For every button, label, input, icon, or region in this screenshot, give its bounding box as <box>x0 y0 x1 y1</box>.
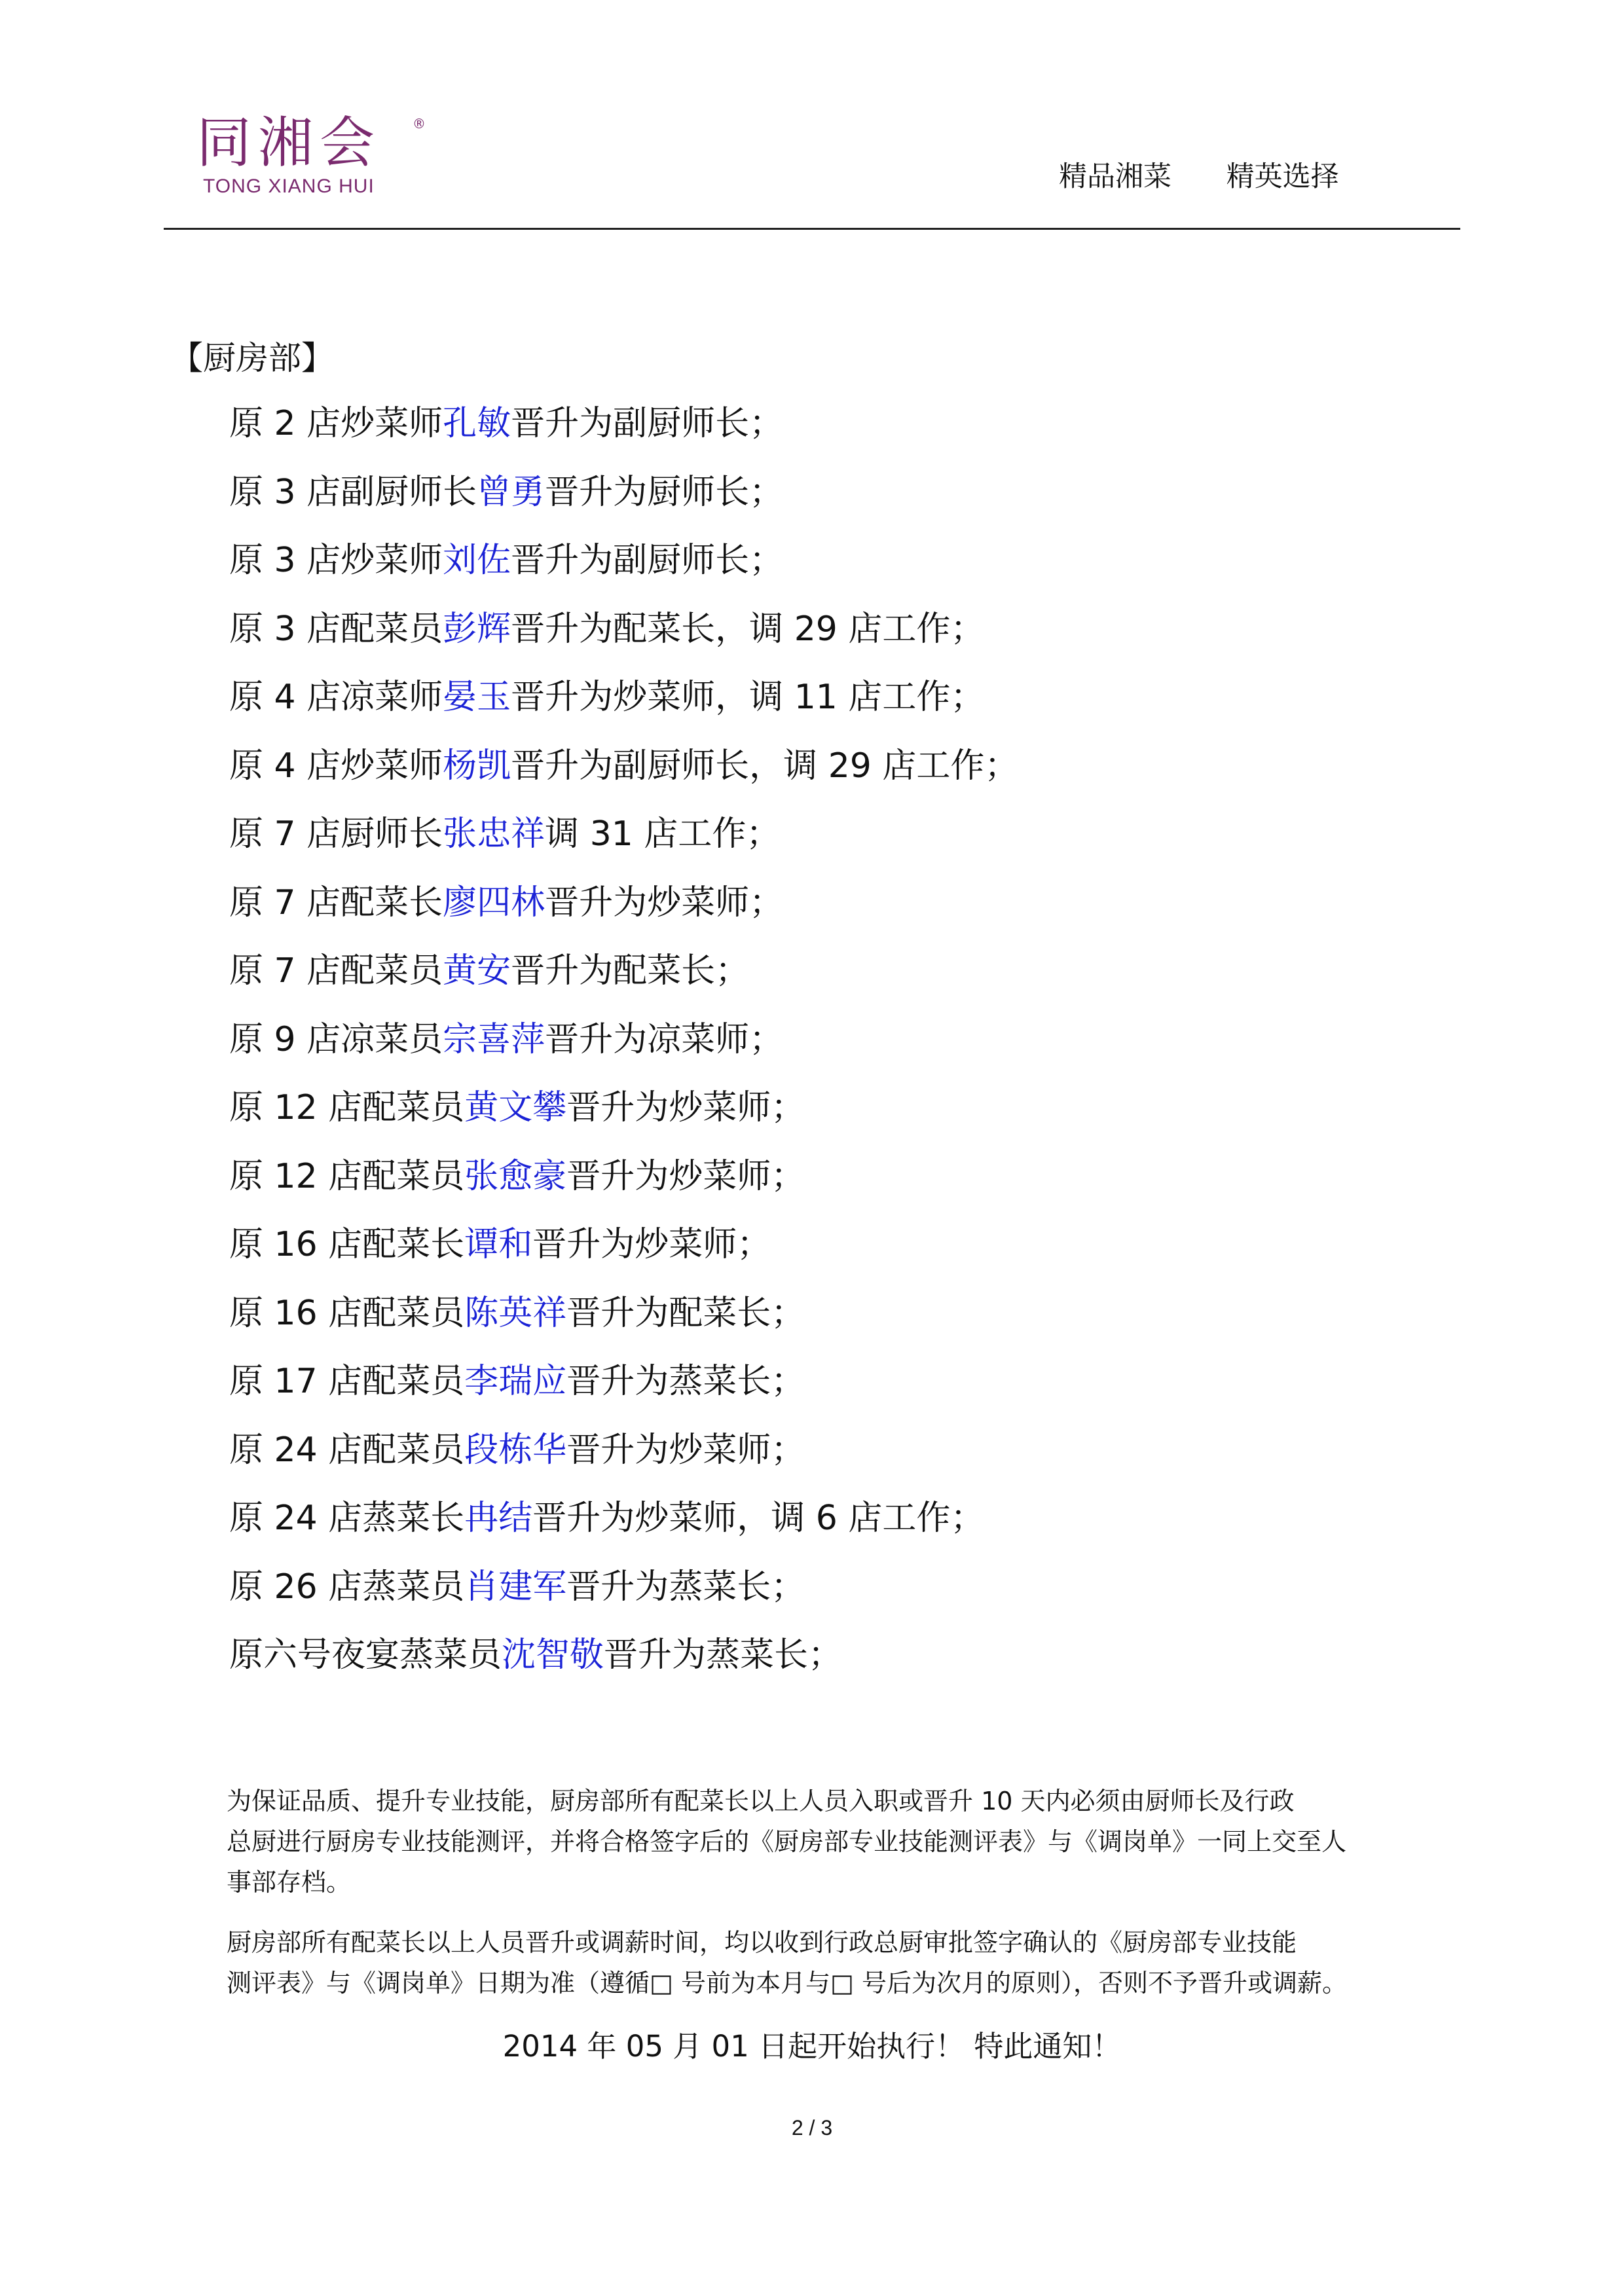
item-prefix: 原 24 店蒸菜长 <box>229 1499 465 1538</box>
employee-name: 段栋华 <box>464 1430 567 1470</box>
list-item <box>229 1430 1018 1499</box>
list-item <box>229 883 1018 951</box>
slogan-part-1: 精品湘菜 <box>1059 160 1172 193</box>
employee-name: 杨凯 <box>443 746 511 786</box>
paragraph-line: 事部存档。 <box>227 1868 352 1897</box>
list-item <box>229 814 1018 883</box>
employee-name: 孔敏 <box>443 404 511 443</box>
employee-name: 黄安 <box>443 951 511 991</box>
list-item <box>229 403 1018 472</box>
item-prefix: 原 3 店炒菜师 <box>229 541 443 580</box>
effective-notice: 2014 年 05 月 01 日起开始执行！ 特此通知！ <box>502 2029 1122 2064</box>
header-divider <box>164 228 1460 230</box>
item-suffix: 晋升为配菜长，调 29 店工作； <box>511 609 985 649</box>
item-prefix: 原 16 店配菜长 <box>229 1225 465 1264</box>
item-suffix: 晋升为配菜长； <box>566 1293 805 1333</box>
personnel-change-list <box>229 403 1018 1704</box>
item-prefix: 原六号夜宴蒸菜员 <box>229 1635 502 1675</box>
employee-name: 廖四林 <box>443 883 545 922</box>
employee-name: 黄文攀 <box>464 1088 567 1127</box>
item-suffix: 晋升为副厨师长，调 29 店工作； <box>511 746 1019 786</box>
item-prefix: 原 3 店配菜员 <box>229 609 443 649</box>
list-item <box>229 677 1018 746</box>
item-suffix: 调 31 店工作； <box>545 814 781 854</box>
item-prefix: 原 26 店蒸菜员 <box>229 1567 465 1607</box>
effective-date-rule-paragraph <box>170 1922 1457 2003</box>
item-prefix: 原 17 店配菜员 <box>229 1362 465 1401</box>
company-logo <box>196 110 432 195</box>
item-prefix: 原 3 店副厨师长 <box>229 472 477 512</box>
item-suffix: 晋升为副厨师长； <box>511 541 784 580</box>
list-item <box>229 1635 1018 1704</box>
employee-name: 沈智敬 <box>502 1635 604 1675</box>
list-item <box>229 1361 1018 1430</box>
item-prefix: 原 16 店配菜员 <box>229 1293 465 1333</box>
item-prefix: 原 4 店炒菜师 <box>229 746 443 786</box>
page-number: 2 / 3 <box>791 2116 833 2140</box>
item-suffix: 晋升为配菜长； <box>511 951 750 991</box>
employee-name: 宗喜萍 <box>443 1019 545 1059</box>
paragraph-line: 厨房部所有配菜长以上人员晋升或调薪时间，均以收到行政总厨审批签字确认的《厨房部专业技能 <box>227 1928 1297 1957</box>
list-item <box>229 1019 1018 1088</box>
employee-name: 曾勇 <box>477 472 545 512</box>
item-prefix: 原 7 店配菜长 <box>229 883 443 922</box>
registered-mark: ® <box>413 116 426 132</box>
list-item <box>229 1498 1018 1567</box>
list-item <box>229 1087 1018 1156</box>
employee-name: 刘佐 <box>443 541 511 580</box>
item-prefix: 原 12 店配菜员 <box>229 1156 465 1196</box>
item-suffix: 晋升为蒸菜长； <box>566 1362 805 1401</box>
employee-name: 肖建军 <box>464 1567 567 1607</box>
list-item <box>229 609 1018 678</box>
section-heading: 【厨房部】 <box>170 339 334 377</box>
item-suffix: 晋升为凉菜师； <box>545 1019 784 1059</box>
paragraph-line: 测评表》与《调岗单》日期为准（遵循□ 号前为本月与□ 号后为次月的原则），否则不予晋升或调薪。 <box>227 1969 1347 1997</box>
item-prefix: 原 7 店厨师长 <box>229 814 443 854</box>
item-prefix: 原 9 店凉菜员 <box>229 1019 443 1059</box>
evaluation-requirement-paragraph <box>170 1781 1457 1903</box>
paragraph-line: 总厨进行厨房专业技能测评，并将合格签字后的《厨房部专业技能测评表》与《调岗单》一同上交至人 <box>227 1827 1347 1856</box>
item-suffix: 晋升为蒸菜长； <box>604 1635 843 1675</box>
list-item <box>229 1156 1018 1225</box>
item-suffix: 晋升为炒菜师； <box>545 883 784 922</box>
list-item <box>229 1293 1018 1362</box>
list-item <box>229 951 1018 1019</box>
employee-name: 彭辉 <box>443 609 511 649</box>
item-suffix: 晋升为蒸菜长； <box>566 1567 805 1607</box>
item-prefix: 原 2 店炒菜师 <box>229 404 443 443</box>
list-item <box>229 746 1018 814</box>
employee-name: 张愈豪 <box>464 1156 567 1196</box>
item-prefix: 原 24 店配菜员 <box>229 1430 465 1470</box>
item-suffix: 晋升为炒菜师； <box>566 1156 805 1196</box>
slogan-part-2: 精英选择 <box>1226 160 1339 193</box>
employee-name: 谭和 <box>464 1225 533 1264</box>
list-item <box>229 540 1018 609</box>
list-item <box>229 472 1018 541</box>
item-suffix: 晋升为炒菜师； <box>566 1088 805 1127</box>
logo-chinese-text: 同湘会 <box>196 111 382 175</box>
employee-name: 张忠祥 <box>443 814 545 854</box>
item-prefix: 原 4 店凉菜师 <box>229 678 443 717</box>
item-suffix: 晋升为炒菜师； <box>532 1225 771 1264</box>
header-slogan <box>1059 160 1339 194</box>
logo-english-text: TONG XIANG HUI <box>203 175 375 197</box>
item-prefix: 原 7 店配菜员 <box>229 951 443 991</box>
paragraph-line: 为保证品质、提升专业技能，厨房部所有配菜长以上人员入职或晋升 10 天内必须由厨师长及行政 <box>227 1787 1295 1815</box>
item-suffix: 晋升为副厨师长； <box>511 404 784 443</box>
item-suffix: 晋升为炒菜师，调 6 店工作； <box>532 1499 985 1538</box>
item-suffix: 晋升为厨师长； <box>545 472 784 512</box>
employee-name: 冉结 <box>464 1499 533 1538</box>
item-suffix: 晋升为炒菜师； <box>566 1430 805 1470</box>
list-item <box>229 1567 1018 1635</box>
list-item <box>229 1224 1018 1293</box>
employee-name: 陈英祥 <box>464 1293 567 1333</box>
employee-name: 李瑞应 <box>464 1362 567 1401</box>
item-prefix: 原 12 店配菜员 <box>229 1088 465 1127</box>
employee-name: 晏玉 <box>443 678 511 717</box>
item-suffix: 晋升为炒菜师，调 11 店工作； <box>511 678 985 717</box>
